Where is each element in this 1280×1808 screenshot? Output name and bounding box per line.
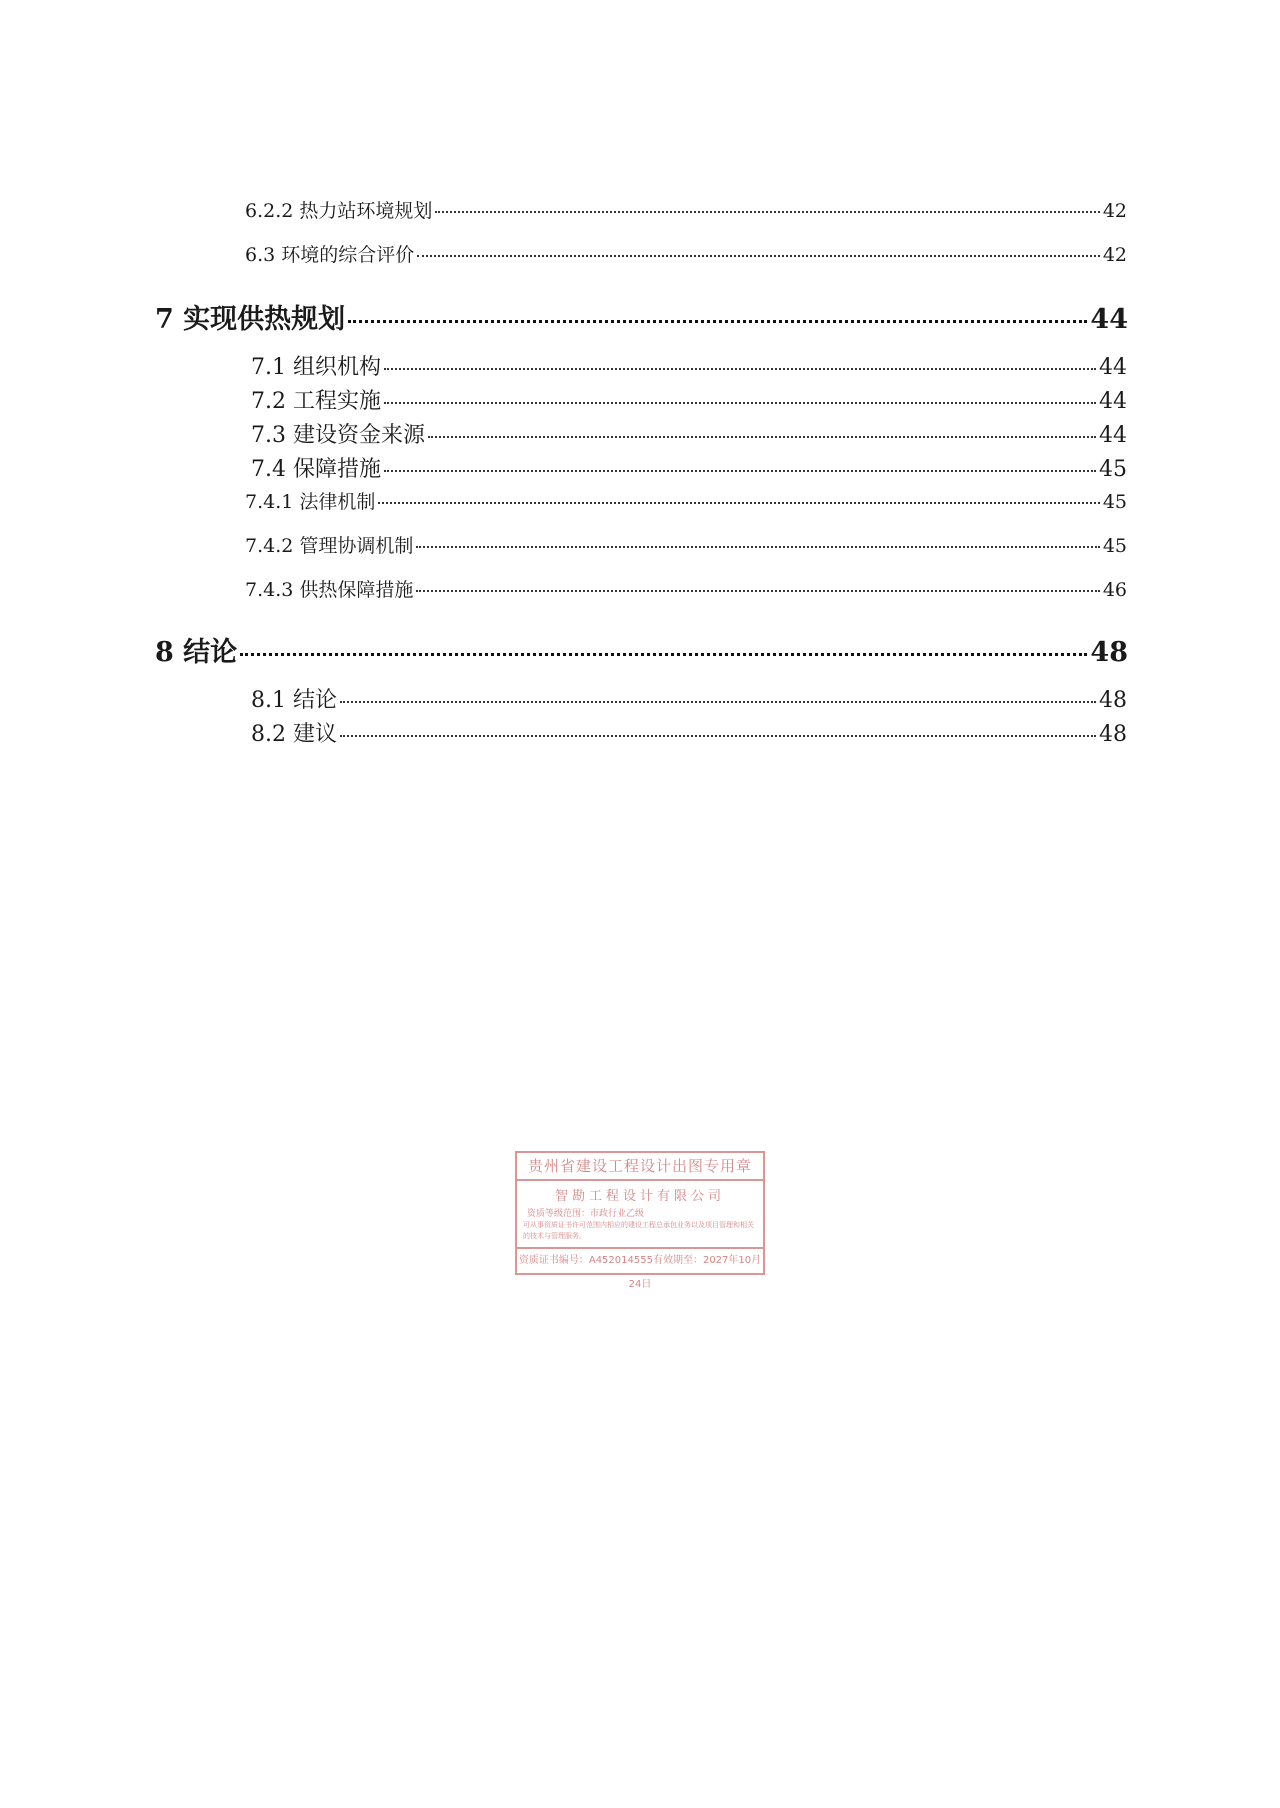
toc-leader — [340, 701, 1096, 703]
toc-entry-7-3[interactable] — [251, 418, 1127, 449]
toc-label: 7 实现供热规划 — [155, 304, 346, 335]
toc-entry-7-4-3[interactable] — [245, 575, 1127, 602]
toc-page-number: 44 — [1090, 304, 1128, 335]
toc-label: 6.3 环境的综合评价 — [245, 244, 415, 266]
toc-label: 8.1 结论 — [251, 688, 337, 713]
toc-leader — [417, 255, 1100, 257]
toc-label: 8.2 建议 — [251, 722, 337, 747]
toc-page-number: 45 — [1102, 535, 1127, 557]
toc-leader — [384, 470, 1096, 472]
toc-label: 7.4.1 法律机制 — [245, 491, 376, 513]
toc-page-number: 44 — [1099, 355, 1127, 380]
toc-entry-7-4-2[interactable] — [245, 531, 1127, 558]
toc-label: 7.4.3 供热保障措施 — [245, 579, 414, 601]
toc-page-number: 48 — [1099, 688, 1127, 713]
toc-page-number: 48 — [1090, 637, 1128, 668]
toc-page-number: 42 — [1102, 200, 1127, 222]
toc-entry-7-4[interactable] — [251, 452, 1127, 483]
stamp-scope: 资质等级范围：市政行业乙级 — [527, 1209, 645, 1219]
toc-leader — [384, 402, 1096, 404]
design-seal-stamp — [515, 1151, 765, 1290]
toc-page-number: 42 — [1102, 244, 1127, 266]
toc-leader — [428, 436, 1096, 438]
toc-label: 8 结论 — [155, 637, 238, 668]
stamp-note: 可从事资质证书许可范围内相应的建设工程总承包业务以及项目管理和相关的技术与管理服务。 — [523, 1221, 754, 1240]
toc-label: 7.4 保障措施 — [251, 457, 381, 482]
toc-page-number: 45 — [1099, 457, 1127, 482]
toc-label: 7.3 建设资金来源 — [251, 423, 425, 448]
toc-leader — [378, 502, 1099, 504]
toc-entry-7-1[interactable] — [251, 350, 1127, 381]
toc-entry-7-2[interactable] — [251, 384, 1127, 415]
stamp-company: 智勘工程设计有限公司 — [554, 1189, 725, 1204]
toc-leader — [384, 368, 1096, 370]
stamp-footer: 资质证书编号：A452014555有效期至：2027年10月24日 — [517, 1247, 763, 1273]
toc-leader — [416, 590, 1099, 592]
toc-label: 7.4.2 管理协调机制 — [245, 535, 414, 557]
stamp-title: 贵州省建设工程设计出图专用章 — [517, 1153, 763, 1181]
toc-entry-8-1[interactable] — [251, 683, 1127, 714]
toc-leader — [240, 653, 1087, 656]
toc-entry-6-3[interactable] — [245, 240, 1127, 267]
toc-page-number: 48 — [1099, 722, 1127, 747]
toc-entry-6-2-2[interactable] — [245, 196, 1127, 223]
toc-label: 7.2 工程实施 — [251, 389, 381, 414]
toc-page-number: 45 — [1102, 491, 1127, 513]
toc-leader — [435, 211, 1099, 213]
toc-label: 6.2.2 热力站环境规划 — [245, 200, 433, 222]
toc-chapter-8[interactable] — [155, 630, 1128, 669]
toc-chapter-7[interactable] — [155, 297, 1128, 336]
toc-page-number: 44 — [1099, 423, 1127, 448]
toc-leader — [348, 320, 1087, 323]
toc-leader — [416, 546, 1099, 548]
toc-page-number: 44 — [1099, 389, 1127, 414]
toc-entry-7-4-1[interactable] — [245, 487, 1127, 514]
toc-leader — [340, 735, 1096, 737]
toc-entry-8-2[interactable] — [251, 717, 1127, 748]
toc-page-number: 46 — [1102, 579, 1127, 601]
toc-label: 7.1 组织机构 — [251, 355, 381, 380]
